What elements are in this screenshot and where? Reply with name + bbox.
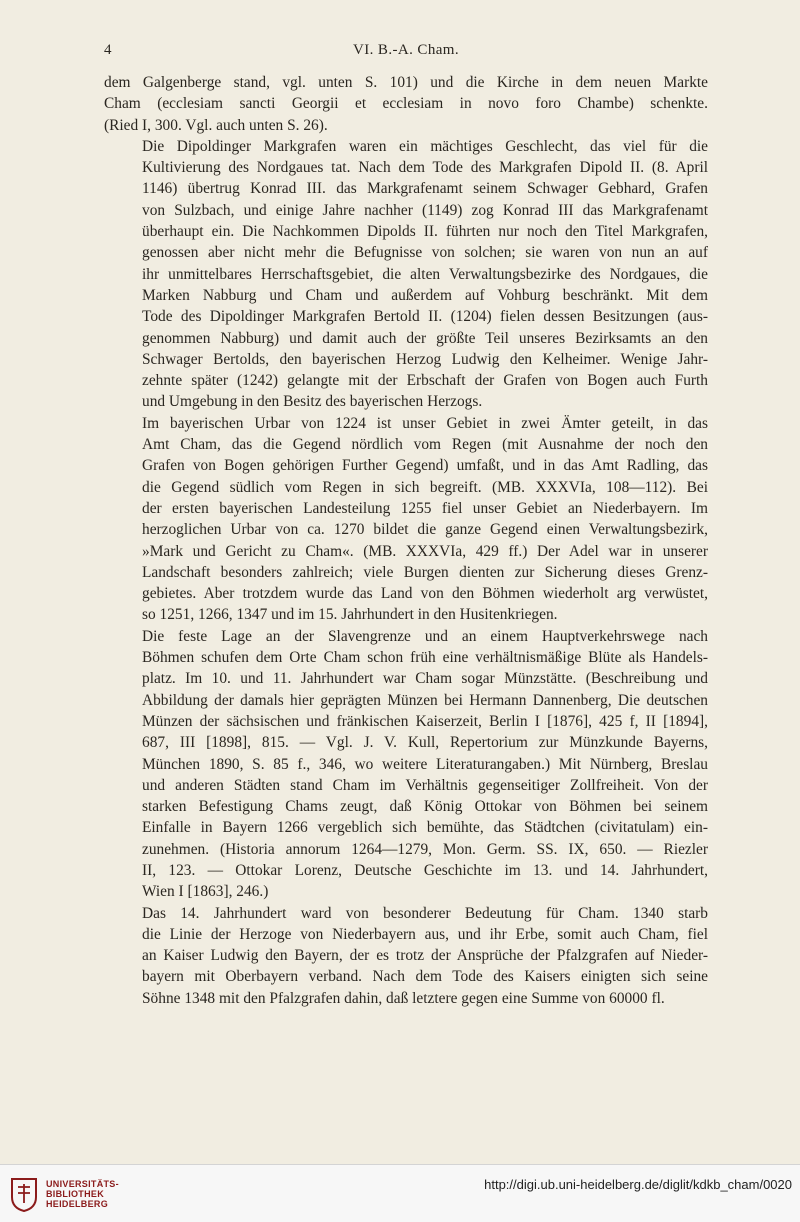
text-line: Das 14. Jahrhundert ward von besonderer Bedeutung für Cham. 1340 starb [142,904,708,922]
text-line: Söhne 1348 mit den Pfalzgrafen dahin, daß letztere gegen eine Summe von 60000 fl. [142,989,665,1007]
text-line: Die Dipoldinger Markgrafen waren ein mächtiges Geschlecht, das viel für die [142,137,708,155]
paragraph [104,136,708,413]
text-line: Tode des Dipoldinger Markgrafen Bertold II. (1204) fielen dessen Besitzungen (aus- [142,308,708,326]
text-line: an Kaiser Ludwig den Bayern, der es trotz der Ansprüche der Pfalzgrafen auf Nieder- [142,947,708,965]
text-line: Die feste Lage an der Slavengrenze und an einem Hauptverkehrswege nach [142,627,708,645]
text-line: von Sulzbach, und einige Jahre nachher (1149) zog Konrad III das Markgrafenamt [142,201,708,219]
paragraph [104,626,708,903]
page-number: 4 [104,42,112,58]
text-line: Grafen von Bogen gehörigen Further Gegend) umfaßt, und in das Amt Radling, das [142,457,708,475]
text-line: (Ried I, 300. Vgl. auch unten S. 26). [104,116,328,134]
text-line: Marken Nabburg und Cham und außerdem auf Vohburg beschränkt. Mit dem [142,286,708,304]
text-line: zunehmen. (Historia annorum 1264—1279, Mon. Germ. SS. IX, 650. — Riezler [142,840,708,858]
paragraph [104,903,708,1009]
text-line: zehnte später (1242) gelangte mit der Erbschaft der Grafen von Bogen auch Furth [142,372,708,390]
text-line: Einfalle in Bayern 1266 vergeblich sich bemühte, das Städtchen (civitatulam) ein- [142,819,708,837]
permalink-url[interactable]: http://digi.ub.uni-heidelberg.de/diglit/kdkb_cham/0020 [484,1177,792,1192]
paragraph [104,413,708,626]
paragraph [104,72,708,136]
text-line: starken Befestigung Chams zeugt, daß König Ottokar von Böhmen bei seinem [142,798,708,816]
text-line: Abbildung der damals hier geprägten Münzen bei Hermann Dannenberg, Die deutschen [142,691,708,709]
text-line: gebietes. Aber trotzdem wurde das Land von den Böhmen wiederholt arg verwüstet, [142,585,708,603]
library-logo[interactable] [8,1173,138,1217]
text-line: Kultivierung des Nordgaues tat. Nach dem Tode des Markgrafen Dipold II. (8. April [142,159,708,177]
text-line: Münzen der sächsischen und fränkischen Kaiserzeit, Berlin I [1876], 425 f, II [1894], [142,712,708,730]
text-line: 1146) übertrug Konrad III. das Markgrafenamt seinem Schwager Gebhard, Grafen [142,180,708,198]
text-line: Cham (ecclesiam sancti Georgii et ecclesiam in novo foro Chambe) schenkte. [104,95,708,113]
text-line: Böhmen schufen dem Orte Cham schon früh eine verhältnismäßige Blüte als Handels- [142,649,708,667]
text-line: bayern mit Oberbayern verband. Nach dem Tode des Kaisers einigten sich seine [142,968,708,986]
text-line: »Mark und Gericht zu Cham«. (MB. XXXVIa, 429 ff.) Der Adel war in unserer [142,542,708,560]
logo-line-3: HEIDELBERG [46,1199,109,1209]
text-line: ihr unmittelbares Herrschaftsgebiet, die alten Verwaltungsbezirke des Nordgaues, die [142,265,708,283]
library-name [46,1179,119,1209]
text-line: Im bayerischen Urbar von 1224 ist unser Gebiet in zwei Ämter geteilt, in das [142,414,708,432]
text-line: Landschaft besonders zahlreich; viele Burgen dienten zur Sicherung dieses Grenz- [142,563,708,581]
body-text [104,72,708,1009]
text-line: platz. Im 10. und 11. Jahrhundert war Cham sogar Münzstätte. (Beschreibung und [142,670,708,688]
text-line: Wien I [1863], 246.) [142,883,269,901]
text-line: so 1251, 1266, 1347 und im 15. Jahrhundert in den Husitenkriegen. [142,606,558,624]
text-line: genommen Nabburg) und damit auch der größte Teil unseres Bezirksamts an den [142,329,708,347]
text-line: München 1890, S. 85 f., 346, wo weitere Literaturangaben.) Mit Nürnberg, Breslau [142,755,708,773]
library-seal-icon [8,1175,40,1213]
logo-line-1: UNIVERSITÄTS- [46,1179,119,1189]
running-title: VI. B.-A. Cham. [353,42,459,58]
text-line: die Linie der Herzoge von Niederbayern aus, und ihr Erbe, somit auch Cham, fiel [142,925,708,943]
text-line: herzoglichen Urbar von ca. 1270 bildet die ganze Gegend einen Verwaltungsbezirk, [142,521,708,539]
text-line: genossen aber nicht mehr die Befugnisse von solchen; sie waren von nun an auf [142,244,708,262]
text-line: die Gegend südlich vom Regen in sich begreift. (MB. XXXVIa, 108—112). Bei [142,478,708,496]
running-head [104,42,708,62]
logo-line-2: BIBLIOTHEK [46,1189,104,1199]
text-line: der ersten bayerischen Landesteilung 1255 fiel unser Gebiet an Niederbayern. Im [142,499,708,517]
text-line: Amt Cham, das die Gegend nördlich vom Regen (mit Ausnahme der noch den [142,436,708,454]
text-line: dem Galgenberge stand, vgl. unten S. 101) und die Kirche in dem neuen Markte [104,74,708,91]
text-line: überhaupt ein. Die Nachkommen Dipolds II. führten nur noch den Titel Markgrafen, [142,223,708,241]
text-line: Schwager Bertolds, den bayerischen Herzog Ludwig den Kelheimer. Wenige Jahr- [142,350,708,368]
text-line: und anderen Städten stand Cham im Verhältnis gegenseitiger Zollfreiheit. Von der [142,776,708,794]
viewer-footer [0,1164,800,1222]
text-line: und Umgebung in den Besitz des bayerischen Herzogs. [142,393,483,411]
text-line: II, 123. — Ottokar Lorenz, Deutsche Geschichte im 13. und 14. Jahrhundert, [142,861,708,879]
text-line: 687, III [1898], 815. — Vgl. J. V. Kull, Repertorium zur Münzkunde Bayerns, [142,734,708,752]
